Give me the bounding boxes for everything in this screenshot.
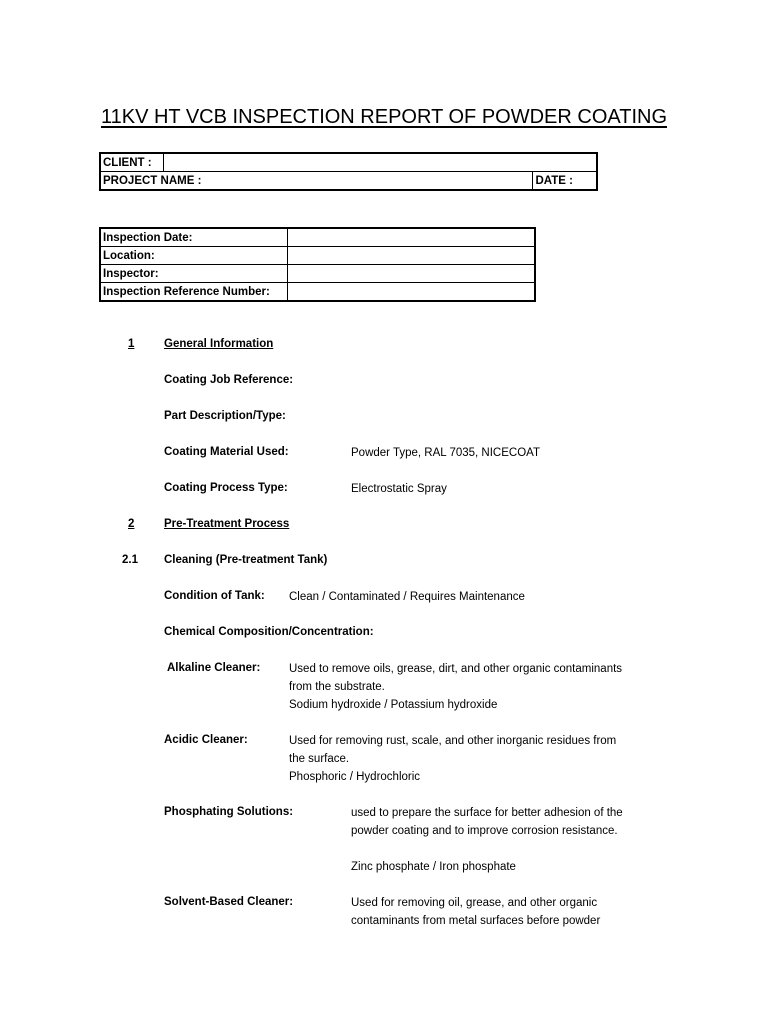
client-project-table [99,152,598,191]
phosphating-solutions-label: Phosphating Solutions: [164,806,294,818]
acidic-cleaner-description: Used for removing rust, scale, and other inorganic residues from the surface. Phosphoric / Hydrochloric [289,735,617,783]
condition-of-tank-label: Condition of Tank: [164,590,265,602]
coating-material-value: Powder Type, RAL 7035, NICECOAT [351,447,540,459]
client-value[interactable] [164,153,598,172]
date-label: DATE : [533,172,597,191]
section-2-1-number: 2.1 [122,554,138,566]
section-2-number: 2 [128,518,135,530]
inspector-value[interactable] [288,265,536,283]
alkaline-cleaner-description: Used to remove oils, grease, dirt, and other organic contaminants from the substrate. Sodium hydroxide / Potassium hydroxide [289,663,623,711]
inspector-label: Inspector: [100,265,288,283]
coating-material-label: Coating Material Used: [164,446,289,458]
page-title: 11KV HT VCB INSPECTION REPORT OF POWDER COATING [100,106,667,128]
inspection-reference-value[interactable] [288,283,536,302]
solvent-based-cleaner-label: Solvent-Based Cleaner: [164,896,294,908]
client-label: CLIENT : [100,153,164,172]
inspection-date-value[interactable] [288,228,536,247]
coating-job-reference-label: Coating Job Reference: [164,374,294,386]
phosphating-solutions-description: used to prepare the surface for better adhesion of the powder coating and to improve corrosion resistance. [351,807,623,837]
location-value[interactable] [288,247,536,265]
coating-process-label: Coating Process Type: [164,482,288,494]
inspection-reference-label: Inspection Reference Number: [100,283,288,302]
chemical-composition-heading: Chemical Composition/Concentration: [164,626,374,638]
part-description-label: Part Description/Type: [164,410,286,422]
section-2-1-heading: Cleaning (Pre-treatment Tank) [164,554,328,566]
acidic-cleaner-label: Acidic Cleaner: [164,734,248,746]
solvent-based-cleaner-description: Used for removing oil, grease, and other organic contaminants from metal surfaces before powder [351,897,601,927]
section-1-number: 1 [128,338,135,350]
coating-process-value: Electrostatic Spray [351,483,447,495]
section-1-heading: General Information [164,338,274,350]
inspection-details-table [99,227,536,302]
project-name-label: PROJECT NAME : [100,172,533,191]
alkaline-cleaner-label: Alkaline Cleaner: [167,662,261,674]
inspection-date-label: Inspection Date: [100,228,288,247]
section-2-heading: Pre-Treatment Process [164,518,290,530]
condition-of-tank-value: Clean / Contaminated / Requires Maintenance [289,591,525,603]
location-label: Location: [100,247,288,265]
phosphating-solutions-examples: Zinc phosphate / Iron phosphate [351,861,516,873]
